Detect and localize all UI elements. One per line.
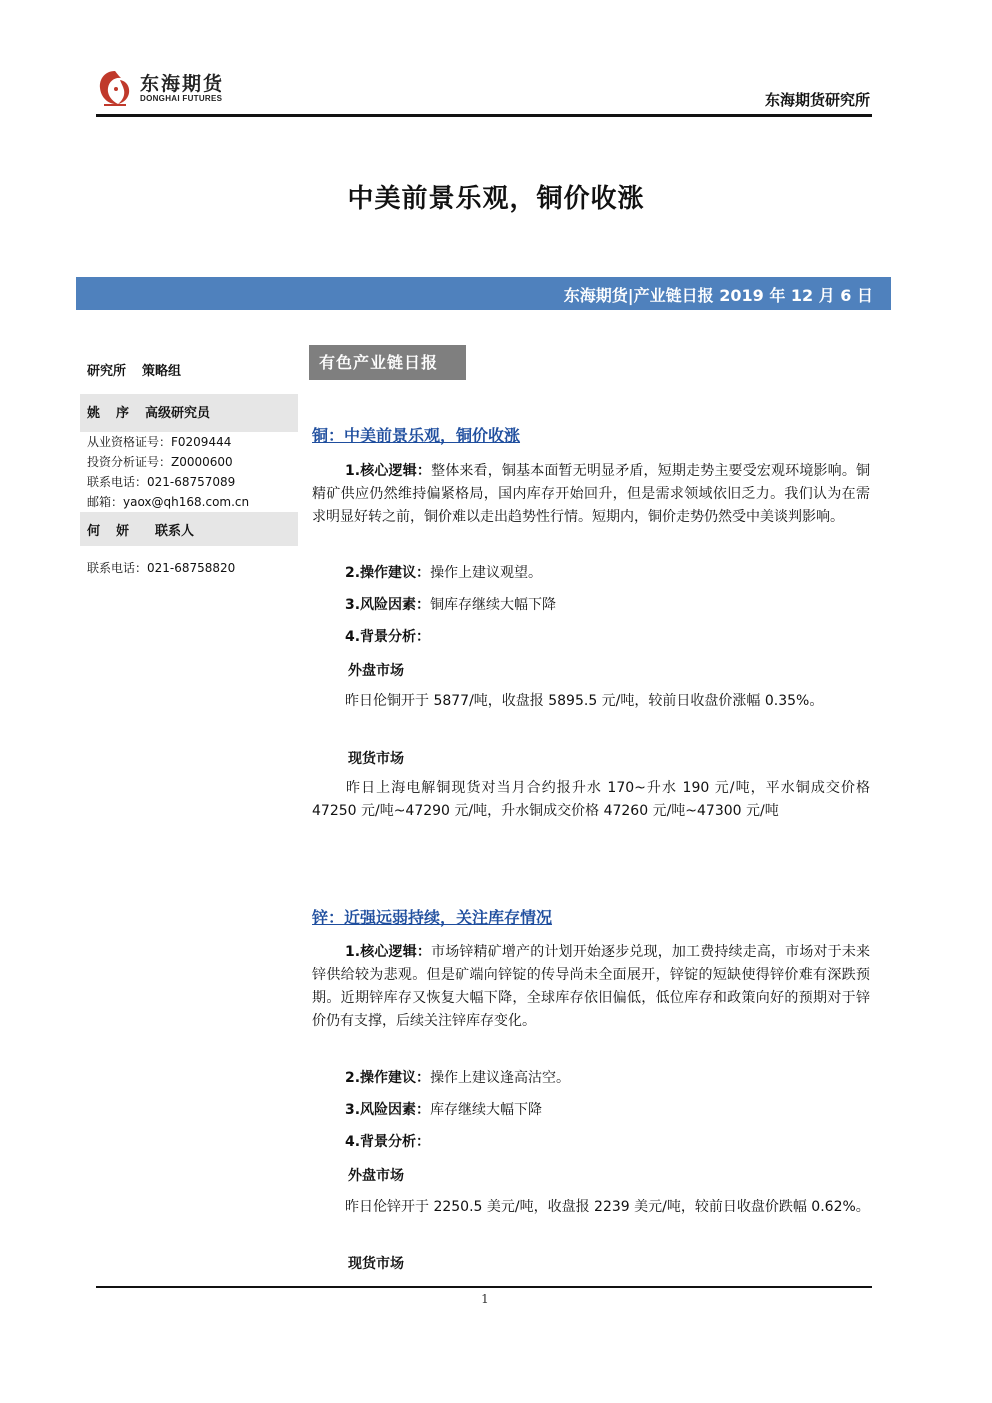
zinc-section-title[interactable]: 锌：近强远弱持续，关注库存情况 xyxy=(312,908,553,927)
contact-name-2: 妍 xyxy=(116,524,130,539)
banner-text: 东海期货|产业链日报 2019 年 12 月 6 日 xyxy=(563,286,873,305)
zinc-logic-text: 市场锌精矿增产的计划开始逐步兑现，加工费持续走高，市场对于未来锌供给较为悲观。但是矿端向锌锭的传导尚未全面展开，锌锭的短缺使得锌价难有深跌预期。近期锌库存又恢复大幅下降，全球库存依旧偏低，低位库存和政策向好的预期对于锌价仍有支撑，后续关注锌库存变化。 xyxy=(312,944,871,1029)
header-divider xyxy=(96,114,872,117)
company-logo xyxy=(96,68,224,108)
logo-chinese-name: 东海期货 xyxy=(140,72,225,95)
analyst-name-1: 姚 xyxy=(87,406,101,421)
copper-risk-text: 铜库存继续大幅下降 xyxy=(430,597,557,613)
zinc-advice xyxy=(312,1067,870,1090)
copper-foreign-label: 外盘市场 xyxy=(348,663,404,679)
zinc-foreign-label: 外盘市场 xyxy=(348,1168,404,1184)
analyst-phone: 联系电话：021-68757089 xyxy=(87,475,236,489)
copper-background xyxy=(312,626,870,649)
zinc-foreign-text xyxy=(312,1196,870,1219)
copper-core-logic xyxy=(312,460,870,529)
team-line xyxy=(80,350,298,394)
zinc-risk-text: 库存继续大幅下降 xyxy=(430,1102,543,1118)
contact-name-1: 何 xyxy=(87,524,101,539)
footer-divider xyxy=(96,1286,872,1288)
team-label: 策略组 xyxy=(142,364,182,379)
document-title: 中美前景乐观，铜价收涨 xyxy=(347,184,645,214)
logo-english-name: DONGHAI FUTURES xyxy=(140,93,223,103)
copper-spot-label: 现货市场 xyxy=(348,751,404,767)
copper-section-title[interactable]: 铜：中美前景乐观，铜价收涨 xyxy=(312,426,521,445)
dragon-logo-icon xyxy=(96,68,134,108)
copper-advice-label: 2.操作建议： xyxy=(345,565,431,581)
analyst-email[interactable]: 邮箱：yaox@qh168.com.cn xyxy=(87,495,250,509)
dept-label: 研究所 xyxy=(87,364,127,379)
author-sidebar xyxy=(80,350,298,578)
copper-spot-text xyxy=(312,777,870,823)
zinc-core-logic xyxy=(312,941,870,1033)
zinc-foreign-content: 昨日伦锌开于 2250.5 美元/吨，收盘报 2239 美元/吨，较前日收盘价跌幅 0.62%。 xyxy=(345,1199,870,1215)
zinc-risk xyxy=(312,1099,870,1122)
copper-logic-label: 1.核心逻辑： xyxy=(345,463,432,479)
institute-name: 东海期货研究所 xyxy=(764,91,870,109)
zinc-advice-text: 操作上建议逢高沽空。 xyxy=(430,1070,571,1086)
contact-header xyxy=(80,512,298,546)
investment-cert: 投资分析证号：Z0000600 xyxy=(87,455,233,469)
analyst-name-2: 序 xyxy=(116,406,130,421)
contact-phone: 联系电话：021-68758820 xyxy=(87,561,236,575)
copper-bg-label: 4.背景分析： xyxy=(345,629,431,645)
contact-role: 联系人 xyxy=(155,524,195,539)
copper-advice xyxy=(312,562,870,585)
copper-foreign-text xyxy=(312,690,870,713)
copper-spot-content: 昨日上海电解铜现货对当月合约报升水 170~升水 190 元/吨，平水铜成交价格 47250 元/吨~47290 元/吨，升水铜成交价格 47260 元/吨~47300 元/吨 xyxy=(312,780,870,819)
page-number: 1 xyxy=(481,1292,489,1306)
zinc-background xyxy=(312,1131,870,1154)
copper-foreign-content: 昨日伦铜开于 5877/吨，收盘报 5895.5 元/吨，较前日收盘价涨幅 0.35%。 xyxy=(345,693,824,709)
copper-risk-label: 3.风险因素： xyxy=(345,597,431,613)
section-tag: 有色产业链日报 xyxy=(309,345,466,380)
copper-logic-text: 整体来看，铜基本面暂无明显矛盾，短期走势主要受宏观环境影响。铜精矿供应仍然维持偏紧格局，国内库存开始回升，但是需求领域依旧乏力。我们认为在需求明显好转之前，铜价难以走出趋势性行情。短期内，铜价走势仍然受中美谈判影响。 xyxy=(312,463,871,525)
zinc-advice-label: 2.操作建议： xyxy=(345,1070,431,1086)
copper-advice-text: 操作上建议观望。 xyxy=(430,565,543,581)
qualification-cert: 从业资格证号：F0209444 xyxy=(87,435,232,449)
zinc-risk-label: 3.风险因素： xyxy=(345,1102,431,1118)
zinc-logic-label: 1.核心逻辑： xyxy=(345,944,432,960)
zinc-spot-label: 现货市场 xyxy=(348,1256,404,1272)
analyst-role: 高级研究员 xyxy=(145,406,211,421)
zinc-bg-label: 4.背景分析： xyxy=(345,1134,431,1150)
analyst-header xyxy=(80,394,298,432)
report-banner xyxy=(76,277,891,310)
copper-risk xyxy=(312,594,870,617)
